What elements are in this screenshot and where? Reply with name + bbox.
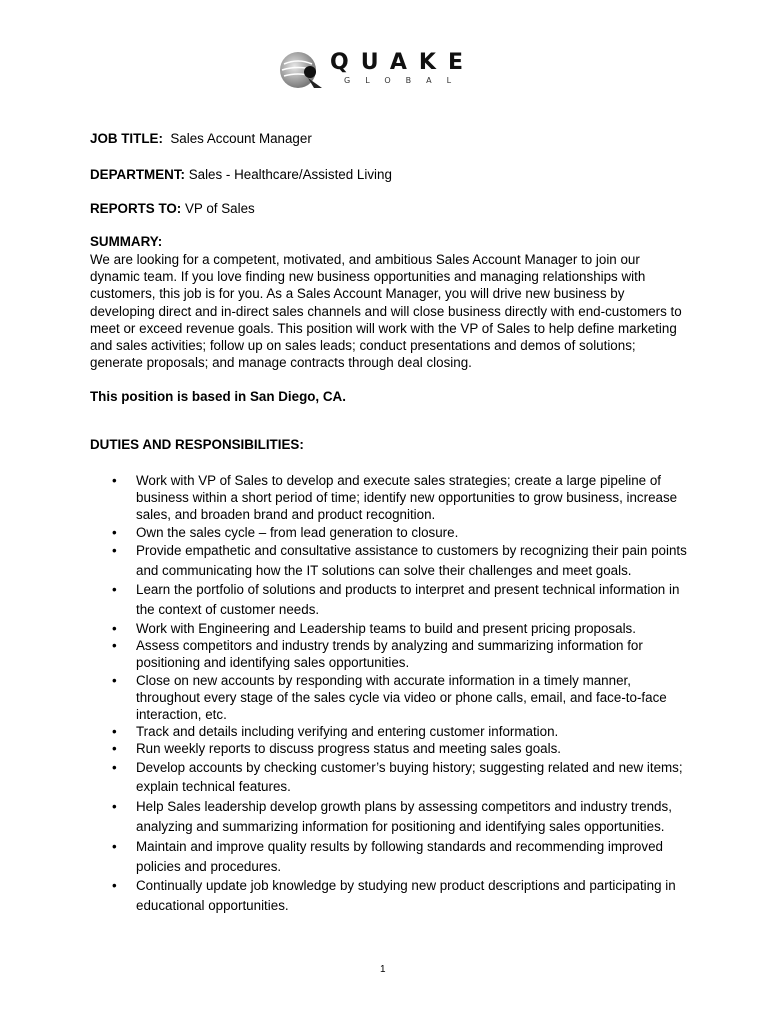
job-title-value: Sales Account Manager <box>170 131 312 146</box>
summary-paragraph: We are looking for a competent, motivated, and ambitious Sales Account Manager to join our dynamic team. If you love finding new business opportunities and managing relationships with customers, this job is for you. As a Sales Account Manager, you will drive new business by developing direct and in-direct sales channels and will close business directly with end-customers to meet or exceed revenue goals. This position will work with the VP of Sales to help define marketing and sales activities; follow up on sales leads; conduct presentations and demos of solutions; generate proposals; and manage contracts through deal closing. <box>90 252 682 371</box>
logo-wordmark: QUAKE <box>330 50 475 75</box>
job-title-field <box>90 130 690 147</box>
globe-icon <box>278 48 326 92</box>
department-label: DEPARTMENT: <box>90 167 185 182</box>
list-item: • Continually update job knowledge by studying new product descriptions and participating in educational opportunities. <box>90 876 690 916</box>
logo-subtitle: GLOBAL <box>344 76 467 85</box>
department-value: Sales - Healthcare/Assisted Living <box>188 167 392 182</box>
duties-list <box>90 472 690 916</box>
list-item: • Develop accounts by checking customer’s buying history; suggesting related and new items; explain technical features. <box>90 758 690 798</box>
duties-heading: DUTIES AND RESPONSIBILITIES: <box>90 437 304 452</box>
list-item: • Help Sales leadership develop growth plans by assessing competitors and industry trends, analyzing and summarizing information for positioning and identifying sales opportunities. <box>90 797 690 837</box>
list-item: • Assess competitors and industry trends by analyzing and summarizing information for positioning and identifying sales opportunities. <box>90 637 690 671</box>
list-item: • Close on new accounts by responding with accurate information in a timely manner, throughout every stage of the sales cycle via video or phone calls, email, and face-to-face interaction, etc. <box>90 672 690 724</box>
location-note: This position is based in San Diego, CA. <box>90 389 346 404</box>
reports-to-label: REPORTS TO: <box>90 201 182 216</box>
page-number: 1 <box>380 964 386 975</box>
summary-heading: SUMMARY: <box>90 234 163 249</box>
list-item: • Work with VP of Sales to develop and execute sales strategies; create a large pipeline of business within a short period of time; identify new opportunities to grow business, increase sales, and broaden brand and product recognition. <box>90 472 690 524</box>
department-field <box>90 166 690 183</box>
list-item: • Track and details including verifying and entering customer information. <box>90 723 690 740</box>
list-item: • Work with Engineering and Leadership teams to build and present pricing proposals. <box>90 620 690 637</box>
list-item: • Own the sales cycle – from lead generation to closure. <box>90 524 690 541</box>
list-item: • Run weekly reports to discuss progress status and meeting sales goals. <box>90 740 690 757</box>
list-item: • Maintain and improve quality results by following standards and recommending improved policies and procedures. <box>90 837 690 877</box>
reports-to-value: VP of Sales <box>185 201 255 216</box>
list-item: • Provide empathetic and consultative assistance to customers by recognizing their pain points and communicating how the IT solutions can solve their challenges and meet goals. <box>90 541 690 581</box>
list-item: • Learn the portfolio of solutions and products to interpret and present technical information in the context of customer needs. <box>90 580 690 620</box>
company-logo <box>278 48 488 94</box>
reports-to-field <box>90 200 690 217</box>
job-title-label: JOB TITLE: <box>90 131 163 146</box>
